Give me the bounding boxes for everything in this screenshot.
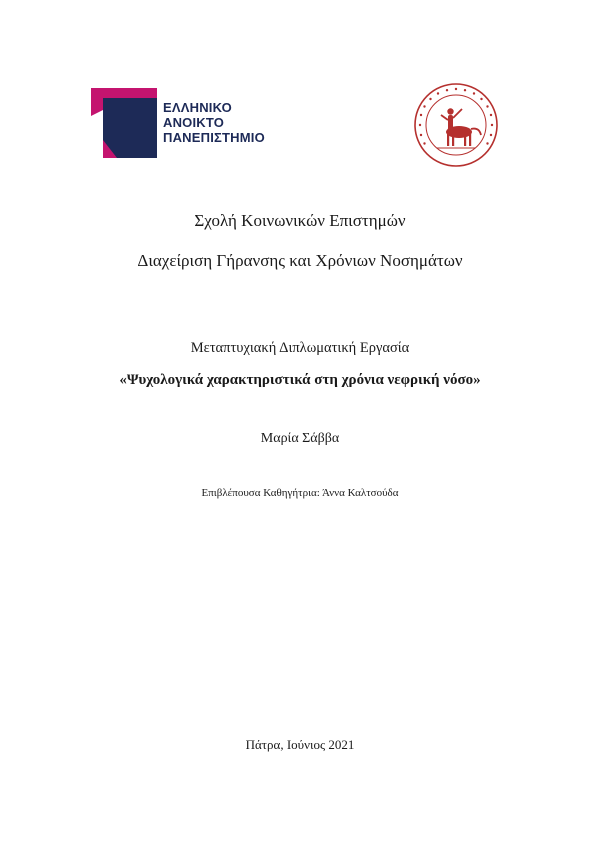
centaur-seal-icon: [413, 82, 499, 168]
eap-logo-text: [163, 100, 265, 145]
place-date: Πάτρα, Ιούνιος 2021: [245, 737, 355, 752]
thesis-title: «Ψυχολογικά χαρακτηριστικά στη χρόνια νεφρική νόσο»: [119, 372, 481, 388]
program-name: Διαχείριση Γήρανσης και Χρόνιων Νοσημάτων: [137, 251, 463, 270]
hellenic-open-university-logo: [91, 88, 291, 160]
eap-logo-line-2: ΑΝΟΙΚΤΟ: [163, 115, 225, 130]
author-name: Μαρία Σάββα: [260, 431, 340, 446]
eap-logo-line-3: ΠΑΝΕΠΙΣΤΗΜΙΟ: [163, 130, 265, 145]
eap-logo-mark-icon: [91, 88, 157, 158]
thesis-type: Μεταπτυχιακή Διπλωματική Εργασία: [190, 340, 410, 356]
eap-logo-line-1: ΕΛΛΗΝΙΚΟ: [163, 100, 232, 115]
school-name: Σχολή Κοινωνικών Επιστημών: [194, 211, 406, 230]
supervisor: Επιβλέπουσα Καθηγήτρια: Άννα Καλτσούδα: [201, 487, 399, 499]
